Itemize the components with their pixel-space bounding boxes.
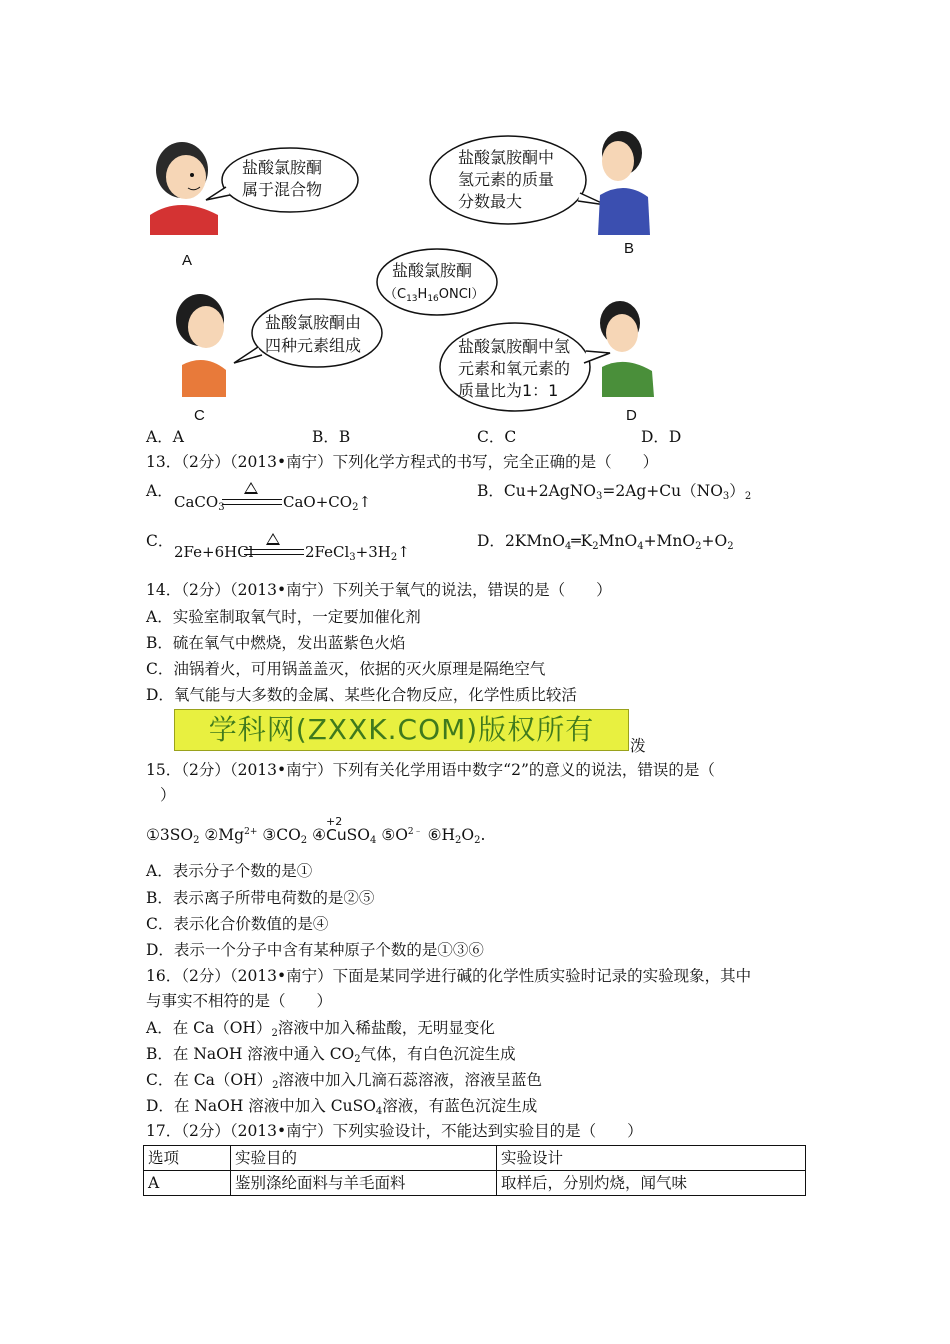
q16-option-b: B．在 NaOH 溶液中通入 $CO_2$气体，有白色沉淀生成: [146, 1045, 516, 1065]
q14-option-a: A．实验室制取氧气时，一定要加催化剂: [146, 608, 421, 626]
q13-stem: 13．（2分）（2013•南宁）下列化学方程式的书写，完全正确的是（ ）: [146, 453, 659, 471]
q13-option-c-label: C．: [146, 532, 174, 550]
q15-stem-line2: ）: [160, 786, 176, 804]
heat-triangle-icon: [244, 482, 258, 494]
figure-label-b: B: [624, 240, 635, 257]
speech-bubble-a: [206, 148, 358, 212]
bubble-d-line2: 元素和氧元素的: [458, 359, 571, 378]
ketamine-figure: [140, 125, 680, 430]
q15-stem-line1: 15．（2分）（2013•南宁）下列有关化学用语中数字“2”的意义的说法，错误的是（: [146, 761, 715, 779]
bubble-b-line1: 盐酸氯胺酮中: [458, 148, 555, 167]
q12-option-d: D．D: [641, 428, 682, 446]
q12-option-a: A．A: [146, 428, 184, 446]
person-b-illustration: [598, 131, 650, 235]
q12-option-b: B．B: [312, 428, 351, 446]
heat-triangle-icon: [266, 533, 280, 545]
table-header-cell: 选项: [144, 1146, 231, 1171]
figure-label-c: C: [194, 407, 205, 424]
bubble-b-line3: 分数最大: [458, 192, 523, 211]
table-header-cell: 实验设计: [497, 1146, 806, 1171]
figure-label-a: A: [182, 252, 193, 269]
q13-option-a-right: $CaO+CO_2↑$: [283, 493, 372, 513]
q13-option-a-left: CaCO$_3$: [174, 493, 225, 513]
table-header-row: [144, 1146, 806, 1171]
reaction-equals-sign: [244, 549, 304, 555]
q15-option-d: D．表示一个分子中含有某种原子个数的是①③⑥: [146, 941, 484, 959]
table-cell: A: [144, 1171, 231, 1196]
q15-option-a: A．表示分子个数的是①: [146, 862, 313, 880]
bubble-c-line2: 四种元素组成: [265, 336, 362, 355]
q14-stem: 14．（2分）（2013•南宁）下列关于氧气的说法，错误的是（ ）: [146, 581, 612, 599]
q16-option-d: D．在 NaOH 溶液中加入 CuSO$_4$溶液，有蓝色沉淀生成: [146, 1097, 538, 1117]
figure-label-d: D: [626, 407, 637, 424]
bubble-a-line2: 属于混合物: [242, 180, 323, 199]
q14-option-d-tail: 泼: [630, 737, 646, 755]
q14-option-c: C．油锅着火，可用锅盖盖灭，依据的灭火原理是隔绝空气: [146, 660, 546, 678]
q15-symbols: $①3SO_2$ $②Mg^{2+}$ $③CO_2$ ④ +2 CuSO$_4$ $⑤O^{2﹣}$ $⑥H_2O_2$.: [146, 825, 485, 845]
watermark-banner: 学科网(ZXXK.COM)版权所有: [174, 709, 629, 751]
q12-option-c: C．C: [477, 428, 517, 446]
q15-option-c: C．表示化合价数值的是④: [146, 915, 329, 933]
person-c-illustration: [176, 294, 226, 397]
q13-option-a-label: A．: [146, 482, 173, 500]
table-cell: 鉴别涤纶面料与羊毛面料: [231, 1171, 497, 1196]
q13-option-b: B．$Cu+2AgNO_3=2Ag+Cu(NO_3)_2$: [477, 482, 752, 502]
speech-bubble-b: [430, 136, 606, 224]
q16-stem-line2: 与事实不相符的是（ ）: [146, 992, 333, 1010]
table-row: [144, 1171, 806, 1196]
person-a-illustration: [150, 142, 218, 235]
formula-bubble-formula: $(C_{13}H_{16}ONCl)$: [384, 287, 485, 304]
person-d-illustration: [600, 301, 654, 397]
bubble-a-line1: 盐酸氯胺酮: [242, 158, 323, 177]
table-header-cell: 实验目的: [231, 1146, 497, 1171]
formula-bubble-title: 盐酸氯胺酮: [392, 261, 473, 280]
q13-option-c-right: $2FeCl_3+3H_2↑$: [305, 543, 410, 563]
q13-option-c-left: 2Fe+6HCl: [174, 543, 254, 561]
valence-label: +2: [326, 815, 343, 828]
table-cell: 取样后，分别灼烧，闻气味: [497, 1171, 806, 1196]
reaction-equals-sign: [222, 499, 282, 505]
q14-option-b: B．硫在氧气中燃烧，发出蓝紫色火焰: [146, 634, 406, 652]
q17-stem: 17．（2分）（2013•南宁）下列实验设计，不能达到实验目的是（ ）: [146, 1122, 643, 1140]
q14-option-d: D．氧气能与大多数的金属、某些化合物反应，化学性质比较活: [146, 686, 577, 704]
q16-option-c: C．在 $Ca(OH)_2$溶液中加入几滴石蕊溶液，溶液呈蓝色: [146, 1071, 543, 1091]
q13-option-d: D．$2KMnO_4═K_2MnO_4+MnO_2+O_2$: [477, 532, 734, 552]
formula-bubble: [377, 249, 497, 315]
speech-bubble-d: [440, 323, 610, 411]
bubble-c-line1: 盐酸氯胺酮由: [265, 313, 362, 332]
bubble-d-line3: 质量比为1：1: [458, 381, 559, 400]
bubble-d-line1: 盐酸氯胺酮中氢: [458, 337, 571, 356]
q16-option-a: A．在 $Ca(OH)_2$溶液中加入稀盐酸，无明显变化: [146, 1019, 495, 1039]
bubble-b-line2: 氢元素的质量: [458, 170, 555, 189]
speech-bubble-c: [234, 299, 382, 367]
q17-table: [143, 1145, 806, 1196]
q15-option-b: B．表示离子所带电荷数的是②⑤: [146, 889, 375, 907]
q16-stem-line1: 16．（2分）（2013•南宁）下面是某同学进行碱的化学性质实验时记录的实验现象，其中: [146, 967, 752, 985]
